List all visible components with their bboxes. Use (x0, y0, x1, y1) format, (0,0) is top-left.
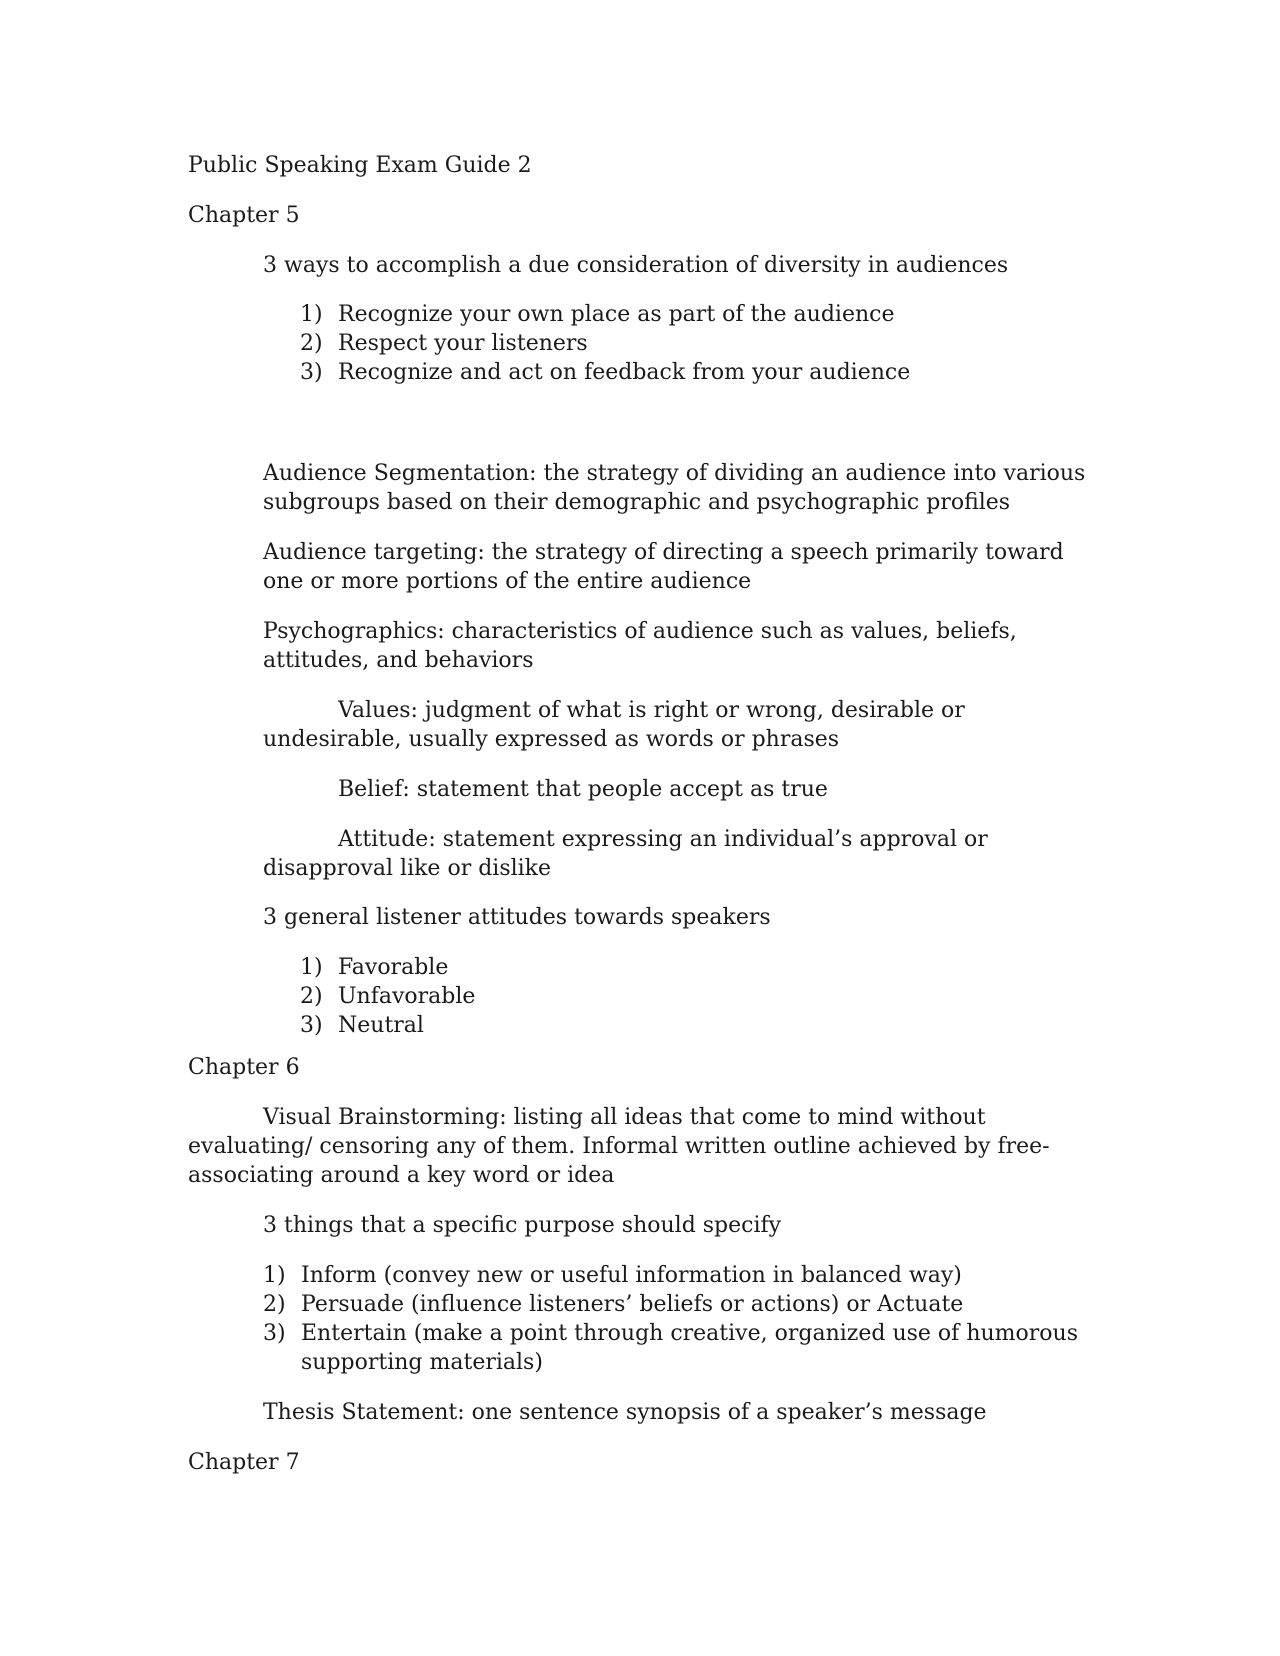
list-number: 3) (263, 1321, 286, 1346)
list-number: 2) (300, 331, 323, 356)
list-item-text: Entertain (make a point through creative, organized use of humorous supporting materials) (301, 1321, 1078, 1375)
attitude-definition: Attitude: statement expressing an individual’s approval or disapproval like or dislike (263, 827, 988, 881)
list-item-text: Persuade (influence listeners’ beliefs or actions) or Actuate (301, 1292, 964, 1317)
list-item-text: Respect your listeners (338, 331, 588, 356)
list-item-text: Inform (convey new or useful information in balanced way) (301, 1263, 962, 1288)
list-number: 3) (300, 360, 323, 385)
list-number: 1) (300, 302, 323, 327)
purpose-list (263, 1261, 1081, 1377)
list-item (300, 953, 1118, 982)
list-number: 1) (263, 1263, 286, 1288)
list-number: 3) (300, 1013, 323, 1038)
belief-definition: Belief: statement that people accept as true (338, 777, 828, 802)
chapter-7-heading: Chapter 7 (188, 1450, 300, 1475)
list-item (263, 1261, 1081, 1290)
psychographics-definition: Psychographics: characteristics of audience such as values, beliefs, attitudes, and behaviors (263, 619, 1017, 673)
list-item (263, 1290, 1081, 1319)
segmentation-definition: Audience Segmentation: the strategy of dividing an audience into various subgroups based on their demographic and psychographic profiles (263, 461, 1086, 515)
list-item-text: Recognize and act on feedback from your audience (338, 360, 911, 385)
list-item (263, 1319, 1081, 1377)
list-item-text: Unfavorable (338, 984, 476, 1009)
brainstorming-definition: Visual Brainstorming: listing all ideas that come to mind without evaluating/ censoring any of them. Informal written outline achieved by free-associating around a key word or idea (188, 1105, 1050, 1188)
chapter-6-heading: Chapter 6 (188, 1055, 300, 1080)
document-title: Public Speaking Exam Guide 2 (188, 153, 532, 178)
values-definition: Values: judgment of what is right or wrong, desirable or undesirable, usually expressed as words or phrases (263, 698, 965, 752)
list-item (300, 300, 1118, 329)
list-item-text: Recognize your own place as part of the audience (338, 302, 895, 327)
list-item (300, 329, 1118, 358)
list-item (300, 982, 1118, 1011)
diversity-intro: 3 ways to accomplish a due consideration of diversity in audiences (263, 253, 1009, 278)
diversity-list (300, 300, 1118, 387)
list-item-text: Neutral (338, 1013, 424, 1038)
attitudes-list (300, 953, 1118, 1040)
purpose-intro: 3 things that a specific purpose should specify (263, 1213, 782, 1238)
list-item (300, 358, 1118, 387)
list-number: 1) (300, 955, 323, 980)
list-item (300, 1011, 1118, 1040)
targeting-definition: Audience targeting: the strategy of directing a speech primarily toward one or more portions of the entire audience (263, 540, 1064, 594)
list-number: 2) (300, 984, 323, 1009)
thesis-definition: Thesis Statement: one sentence synopsis of a speaker’s message (263, 1400, 987, 1425)
attitudes-intro: 3 general listener attitudes towards speakers (263, 905, 771, 930)
list-number: 2) (263, 1292, 286, 1317)
chapter-5-heading: Chapter 5 (188, 203, 300, 228)
list-item-text: Favorable (338, 955, 449, 980)
